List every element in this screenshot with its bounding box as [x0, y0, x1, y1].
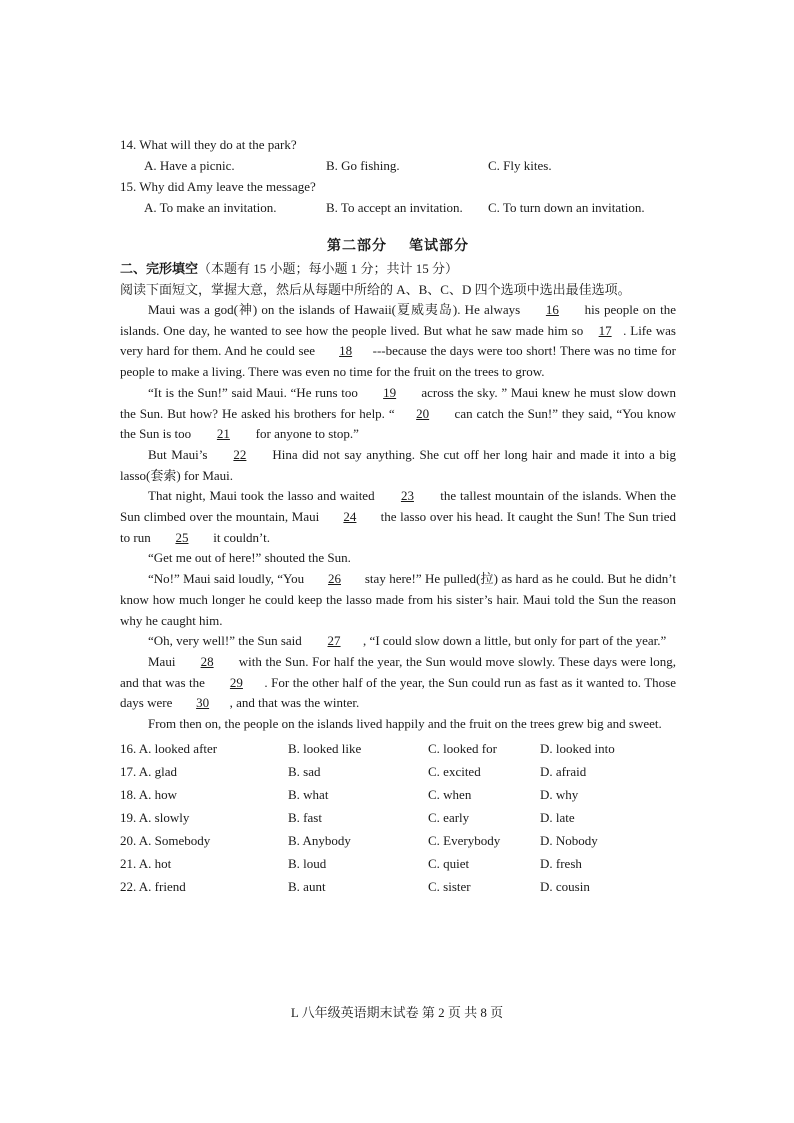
passage-paragraph-6	[120, 569, 676, 631]
blank-24: 24	[343, 509, 357, 525]
text: , “I could slow down a little, but only for part of the year.”	[363, 633, 667, 649]
blank-29: 29	[229, 674, 243, 690]
option-b: B. what	[288, 786, 329, 802]
blank-28: 28	[200, 653, 214, 669]
section-instructions: 阅读下面短文，掌握大意，然后从每题中所给的 A、B、C、D 四个选项中选出最佳选项。	[120, 282, 631, 297]
question-options-list	[120, 737, 676, 898]
blank-25: 25	[175, 529, 189, 545]
option-d: D. why	[540, 786, 579, 802]
option-b: B. Go fishing.	[326, 158, 400, 173]
passage-paragraph-5: “Get me out of here!” shouted the Sun.	[148, 550, 351, 566]
option-b: B. looked like	[288, 740, 362, 756]
option-d: D. cousin	[540, 878, 590, 894]
blank-20: 20	[416, 405, 430, 421]
option-d: D. late	[540, 809, 575, 825]
blank-23: 23	[400, 488, 414, 504]
question-21-options	[120, 852, 676, 875]
section-heading	[120, 258, 676, 279]
option-c: C. quiet	[428, 855, 470, 871]
option-d: D. fresh	[540, 855, 582, 871]
part-title-left: 第二部分	[327, 239, 387, 254]
option-a: A. Have a picnic.	[144, 158, 235, 173]
section-score-note: （本题有 15 小题；每小题 1 分；共计 15 分）	[198, 261, 459, 276]
text: But Maui’s	[148, 446, 212, 462]
text: , and that was the winter.	[229, 695, 360, 711]
option-a: 20. A. Somebody	[120, 832, 211, 848]
option-c: C. Fly kites.	[488, 158, 552, 173]
text: across the sky. ” Maui knew he must slow down the Sun. But how? He asked his brothers for help. “	[120, 384, 677, 421]
blank-19: 19	[383, 384, 397, 400]
option-a: 22. A. friend	[120, 878, 186, 894]
question-15: 15. Why did Amy leave the message?	[120, 179, 316, 194]
text: “Oh, very well!” the Sun said	[148, 633, 306, 649]
option-c: C. when	[428, 786, 472, 802]
text: “It is the Sun!” said Maui. “He runs too	[148, 384, 362, 400]
text: for anyone to stop.”	[252, 426, 359, 442]
text: Maui	[148, 653, 180, 669]
page-footer: L 八年级英语期末试卷 第 2 页 共 8 页	[290, 1005, 504, 1020]
blank-17: 17	[598, 322, 612, 338]
option-c: C. early	[428, 809, 470, 825]
blank-22: 22	[233, 446, 247, 462]
text: with the Sun. For half the year, the Sun would move slowly. These days were long, and that was the	[120, 653, 676, 690]
text: That night, Maui took the lasso and waited	[148, 488, 379, 504]
option-a: 18. A. how	[120, 786, 178, 802]
option-c: C. To turn down an invitation.	[488, 200, 645, 215]
text: his people on the islands. One day, he wanted to see how the people lived. But what he saw made him so	[120, 302, 676, 338]
option-d: D. afraid	[540, 763, 587, 779]
question-15-options	[120, 197, 676, 218]
question-17-options	[120, 760, 676, 783]
option-c: C. excited	[428, 763, 481, 779]
text: “No!” Maui said loudly, “You	[148, 571, 308, 587]
passage-paragraph-7	[120, 631, 676, 652]
option-a: A. To make an invitation.	[144, 200, 277, 215]
option-c: C. sister	[428, 878, 471, 894]
blank-16: 16	[545, 302, 559, 317]
text: the tallest mountain of the islands. When the Sun climbed over the mountain, Maui	[120, 488, 677, 525]
text: ---because the days were too short! There was no time for people to make a living. There was even no time for the fruit on the trees to grow.	[120, 343, 676, 380]
question-18-options	[120, 783, 676, 806]
option-c: C. Everybody	[428, 832, 501, 848]
option-b: B. sad	[288, 763, 321, 779]
option-b: B. loud	[288, 855, 327, 871]
question-22-options	[120, 875, 676, 898]
option-b: B. Anybody	[288, 832, 351, 848]
passage-paragraph-8	[120, 652, 676, 714]
text: stay here!” He pulled(拉) as hard as he could. But he didn’t know how much longer he could keep the lasso made from his sister’s hair. Maui told the Sun the reason why he caught him.	[120, 571, 676, 628]
option-a: 19. A. slowly	[120, 809, 190, 825]
option-b: B. To accept an invitation.	[326, 200, 463, 215]
passage-paragraph-2	[120, 383, 676, 445]
blank-18: 18	[339, 343, 353, 359]
option-a: 17. A. glad	[120, 763, 178, 779]
blank-27: 27	[327, 633, 341, 649]
question-20-options	[120, 829, 676, 852]
text: the lasso over his head. It caught the Sun! The Sun tried to run	[120, 509, 676, 545]
question-14-options	[120, 155, 676, 176]
option-d: D. looked into	[540, 740, 615, 756]
blank-26: 26	[328, 571, 341, 587]
text: can catch the Sun!” they said, “You know the Sun is too	[120, 405, 676, 442]
part-title-right: 笔试部分	[409, 239, 469, 254]
question-19-options	[120, 806, 676, 829]
question-14: 14. What will they do at the park?	[120, 137, 297, 152]
text: Maui was a god(神) on the islands of Hawaii(夏威夷岛). He always	[148, 302, 525, 317]
option-d: D. Nobody	[540, 832, 598, 848]
option-b: B. fast	[288, 809, 322, 825]
blank-30: 30	[196, 695, 210, 711]
section-heading-label: 二、完形填空	[120, 261, 199, 276]
part-title	[120, 236, 676, 258]
text: Hina did not say anything. She cut off her long hair and made it into a big lasso(套索) for Maui.	[120, 446, 676, 483]
exam-page	[120, 134, 676, 898]
passage-paragraph-9: From then on, the people on the islands lived happily and the fruit on the trees grew big and sweet.	[148, 716, 662, 732]
passage-paragraph-1	[120, 300, 676, 383]
option-c: C. looked for	[428, 740, 497, 756]
question-16-options	[120, 737, 676, 760]
option-b: B. aunt	[288, 878, 326, 894]
option-a: 16. A. looked after	[120, 740, 218, 756]
passage-paragraph-4	[120, 486, 676, 548]
text: . Life was very hard for them. And he could see	[120, 322, 676, 359]
text: . For the other half of the year, the Sun could run as fast as it wanted to. Those days were	[120, 674, 676, 711]
text: it couldn’t.	[209, 529, 271, 545]
blank-21: 21	[216, 426, 230, 442]
passage-paragraph-3	[120, 445, 676, 486]
option-a: 21. A. hot	[120, 855, 172, 871]
